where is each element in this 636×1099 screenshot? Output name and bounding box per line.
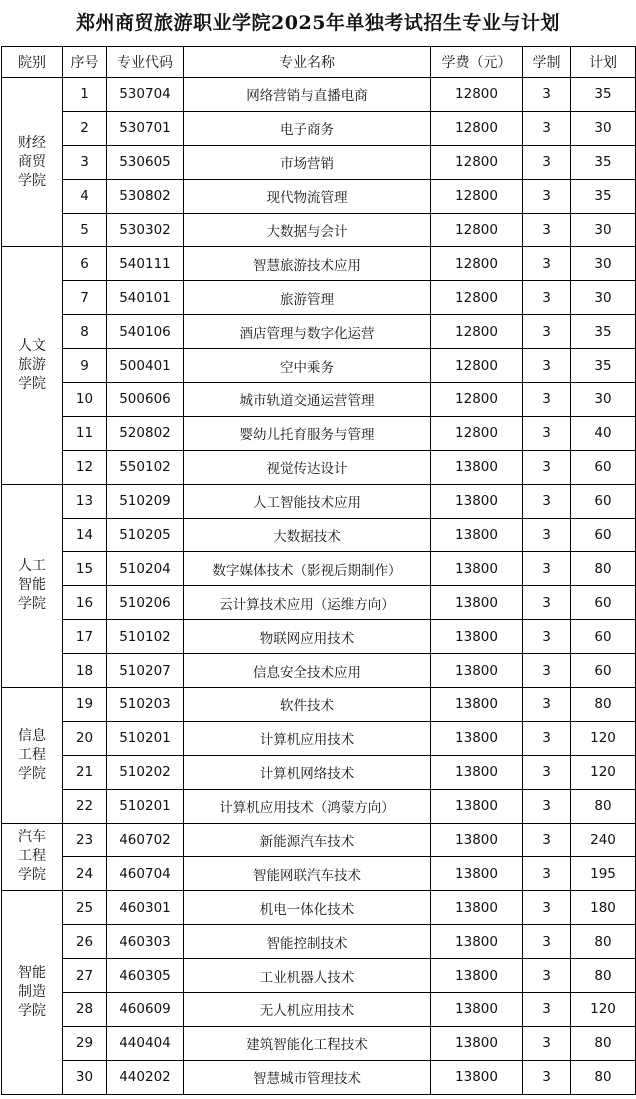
college-name-line: 智能 [18, 577, 46, 594]
header-plan: 计划 [571, 47, 636, 78]
cell-fee: 12800 [431, 315, 523, 349]
table-row [2, 484, 636, 518]
college-name-line: 学院 [18, 867, 46, 884]
table-row [2, 993, 636, 1027]
college-name-line: 工程 [18, 746, 46, 763]
cell-code: 550102 [107, 450, 184, 484]
cell-code: 530802 [107, 179, 184, 213]
cell-name: 无人机应用技术 [184, 993, 431, 1027]
cell-code: 510205 [107, 518, 184, 552]
cell-fee: 13800 [431, 654, 523, 688]
cell-code: 530605 [107, 145, 184, 179]
cell-name: 机电一体化技术 [184, 891, 431, 925]
cell-code: 510204 [107, 552, 184, 586]
cell-plan: 80 [571, 789, 636, 823]
cell-fee: 12800 [431, 383, 523, 417]
cell-fee: 13800 [431, 620, 523, 654]
cell-no: 3 [63, 145, 107, 179]
cell-name: 软件技术 [184, 688, 431, 722]
cell-years: 3 [523, 450, 571, 484]
cell-plan: 80 [571, 688, 636, 722]
cell-fee: 13800 [431, 925, 523, 959]
table-row [2, 925, 636, 959]
table-row [2, 145, 636, 179]
cell-name: 智慧旅游技术应用 [184, 247, 431, 281]
cell-no: 25 [63, 891, 107, 925]
cell-fee: 12800 [431, 349, 523, 383]
cell-name: 智能控制技术 [184, 925, 431, 959]
cell-no: 30 [63, 1060, 107, 1094]
cell-years: 3 [523, 349, 571, 383]
cell-code: 460704 [107, 857, 184, 891]
cell-plan: 30 [571, 383, 636, 417]
cell-no: 15 [63, 552, 107, 586]
cell-plan: 35 [571, 78, 636, 112]
cell-name: 计算机网络技术 [184, 755, 431, 789]
cell-code: 510209 [107, 484, 184, 518]
cell-fee: 13800 [431, 823, 523, 857]
cell-no: 17 [63, 620, 107, 654]
college-cell [2, 688, 63, 824]
table-row [2, 552, 636, 586]
cell-code: 440202 [107, 1060, 184, 1094]
cell-no: 13 [63, 484, 107, 518]
cell-years: 3 [523, 586, 571, 620]
cell-fee: 13800 [431, 993, 523, 1027]
cell-code: 540101 [107, 281, 184, 315]
cell-name: 大数据技术 [184, 518, 431, 552]
cell-plan: 80 [571, 925, 636, 959]
cell-code: 520802 [107, 416, 184, 450]
cell-name: 视觉传达设计 [184, 450, 431, 484]
header-college: 院别 [2, 47, 63, 78]
cell-years: 3 [523, 721, 571, 755]
cell-fee: 12800 [431, 78, 523, 112]
cell-plan: 30 [571, 213, 636, 247]
cell-no: 26 [63, 925, 107, 959]
cell-years: 3 [523, 111, 571, 145]
cell-years: 3 [523, 416, 571, 450]
cell-name: 计算机应用技术（鸿蒙方向） [184, 789, 431, 823]
header-code: 专业代码 [107, 47, 184, 78]
cell-code: 440404 [107, 1026, 184, 1060]
cell-name: 智慧城市管理技术 [184, 1060, 431, 1094]
college-cell [2, 891, 63, 1094]
cell-years: 3 [523, 1060, 571, 1094]
college-name-line: 学院 [18, 765, 46, 782]
cell-no: 9 [63, 349, 107, 383]
cell-name: 数字媒体技术（影视后期制作） [184, 552, 431, 586]
cell-name: 婴幼儿托育服务与管理 [184, 416, 431, 450]
table-row [2, 247, 636, 281]
cell-name: 物联网应用技术 [184, 620, 431, 654]
cell-plan: 80 [571, 552, 636, 586]
cell-years: 3 [523, 213, 571, 247]
cell-name: 计算机应用技术 [184, 721, 431, 755]
table-row [2, 620, 636, 654]
college-name-line: 人工 [18, 558, 46, 575]
table-row [2, 654, 636, 688]
cell-years: 3 [523, 281, 571, 315]
cell-code: 510203 [107, 688, 184, 722]
cell-years: 3 [523, 484, 571, 518]
cell-years: 3 [523, 518, 571, 552]
cell-no: 24 [63, 857, 107, 891]
cell-plan: 120 [571, 755, 636, 789]
cell-name: 工业机器人技术 [184, 959, 431, 993]
header-row [2, 47, 636, 78]
cell-plan: 60 [571, 620, 636, 654]
cell-code: 510102 [107, 620, 184, 654]
cell-plan: 35 [571, 349, 636, 383]
cell-plan: 30 [571, 111, 636, 145]
cell-code: 510202 [107, 755, 184, 789]
cell-code: 500606 [107, 383, 184, 417]
cell-code: 530302 [107, 213, 184, 247]
cell-no: 22 [63, 789, 107, 823]
college-name-line: 汽车 [18, 829, 46, 846]
cell-no: 6 [63, 247, 107, 281]
table-row [2, 1026, 636, 1060]
cell-years: 3 [523, 891, 571, 925]
cell-fee: 13800 [431, 891, 523, 925]
cell-years: 3 [523, 383, 571, 417]
table-body [2, 78, 636, 1095]
table-row [2, 789, 636, 823]
college-name-line: 学院 [18, 596, 46, 613]
college-cell [2, 78, 63, 247]
cell-code: 460301 [107, 891, 184, 925]
cell-name: 城市轨道交通运营管理 [184, 383, 431, 417]
cell-no: 8 [63, 315, 107, 349]
table-row [2, 823, 636, 857]
cell-code: 510207 [107, 654, 184, 688]
cell-years: 3 [523, 620, 571, 654]
college-cell [2, 247, 63, 484]
page-title: 郑州商贸旅游职业学院2025年单独考试招生专业与计划 [76, 12, 560, 34]
table-row [2, 959, 636, 993]
cell-no: 16 [63, 586, 107, 620]
table-row [2, 755, 636, 789]
cell-name: 人工智能技术应用 [184, 484, 431, 518]
cell-plan: 80 [571, 1026, 636, 1060]
table-row [2, 383, 636, 417]
cell-plan: 60 [571, 450, 636, 484]
college-name-line: 信息 [18, 727, 46, 744]
cell-code: 530701 [107, 111, 184, 145]
cell-plan: 120 [571, 993, 636, 1027]
cell-fee: 13800 [431, 721, 523, 755]
cell-plan: 240 [571, 823, 636, 857]
cell-fee: 13800 [431, 755, 523, 789]
college-cell [2, 484, 63, 687]
cell-fee: 12800 [431, 416, 523, 450]
cell-no: 21 [63, 755, 107, 789]
cell-no: 11 [63, 416, 107, 450]
cell-plan: 180 [571, 891, 636, 925]
cell-plan: 120 [571, 721, 636, 755]
cell-code: 460702 [107, 823, 184, 857]
cell-years: 3 [523, 925, 571, 959]
table-row [2, 450, 636, 484]
cell-plan: 80 [571, 959, 636, 993]
cell-fee: 12800 [431, 213, 523, 247]
cell-years: 3 [523, 688, 571, 722]
table-row [2, 213, 636, 247]
cell-plan: 30 [571, 281, 636, 315]
cell-no: 1 [63, 78, 107, 112]
college-name-line: 学院 [18, 172, 46, 189]
cell-name: 空中乘务 [184, 349, 431, 383]
cell-plan: 80 [571, 1060, 636, 1094]
cell-years: 3 [523, 789, 571, 823]
cell-code: 460303 [107, 925, 184, 959]
table-row [2, 78, 636, 112]
cell-fee: 12800 [431, 111, 523, 145]
cell-fee: 13800 [431, 688, 523, 722]
cell-plan: 35 [571, 179, 636, 213]
table-row [2, 416, 636, 450]
cell-name: 信息安全技术应用 [184, 654, 431, 688]
college-name-line: 智能 [18, 965, 46, 982]
cell-years: 3 [523, 755, 571, 789]
cell-name: 智能网联汽车技术 [184, 857, 431, 891]
cell-fee: 12800 [431, 247, 523, 281]
cell-fee: 13800 [431, 857, 523, 891]
table-row [2, 281, 636, 315]
header-no: 序号 [63, 47, 107, 78]
table-row [2, 586, 636, 620]
cell-fee: 12800 [431, 281, 523, 315]
cell-years: 3 [523, 823, 571, 857]
header-name: 专业名称 [184, 47, 431, 78]
cell-no: 20 [63, 721, 107, 755]
header-fee: 学费（元） [431, 47, 523, 78]
cell-years: 3 [523, 179, 571, 213]
table-row [2, 179, 636, 213]
table-row [2, 1060, 636, 1094]
cell-no: 27 [63, 959, 107, 993]
cell-no: 7 [63, 281, 107, 315]
cell-code: 460609 [107, 993, 184, 1027]
cell-plan: 195 [571, 857, 636, 891]
cell-name: 旅游管理 [184, 281, 431, 315]
table-row [2, 891, 636, 925]
cell-no: 23 [63, 823, 107, 857]
cell-years: 3 [523, 247, 571, 281]
table-row [2, 518, 636, 552]
cell-code: 510201 [107, 789, 184, 823]
table-row [2, 721, 636, 755]
admission-table [1, 46, 636, 1095]
college-name-line: 学院 [18, 376, 46, 393]
cell-fee: 13800 [431, 518, 523, 552]
college-name-line: 商贸 [18, 153, 46, 170]
cell-years: 3 [523, 552, 571, 586]
cell-years: 3 [523, 857, 571, 891]
cell-code: 500401 [107, 349, 184, 383]
college-name-line: 旅游 [18, 357, 46, 374]
college-name-line: 工程 [18, 848, 46, 865]
cell-fee: 12800 [431, 179, 523, 213]
cell-fee: 12800 [431, 145, 523, 179]
cell-years: 3 [523, 315, 571, 349]
cell-code: 530704 [107, 78, 184, 112]
cell-fee: 13800 [431, 959, 523, 993]
cell-name: 市场营销 [184, 145, 431, 179]
cell-plan: 60 [571, 586, 636, 620]
cell-no: 19 [63, 688, 107, 722]
cell-name: 现代物流管理 [184, 179, 431, 213]
cell-fee: 13800 [431, 1060, 523, 1094]
cell-code: 510206 [107, 586, 184, 620]
cell-plan: 40 [571, 416, 636, 450]
cell-name: 网络营销与直播电商 [184, 78, 431, 112]
cell-fee: 13800 [431, 789, 523, 823]
cell-name: 云计算技术应用（运维方向） [184, 586, 431, 620]
cell-no: 10 [63, 383, 107, 417]
cell-fee: 13800 [431, 1026, 523, 1060]
cell-code: 460305 [107, 959, 184, 993]
cell-plan: 35 [571, 315, 636, 349]
cell-plan: 60 [571, 484, 636, 518]
cell-code: 540106 [107, 315, 184, 349]
cell-code: 540111 [107, 247, 184, 281]
cell-no: 28 [63, 993, 107, 1027]
cell-no: 18 [63, 654, 107, 688]
cell-no: 12 [63, 450, 107, 484]
cell-fee: 13800 [431, 450, 523, 484]
cell-no: 4 [63, 179, 107, 213]
table-row [2, 315, 636, 349]
cell-no: 29 [63, 1026, 107, 1060]
header-years: 学制 [523, 47, 571, 78]
cell-name: 新能源汽车技术 [184, 823, 431, 857]
college-name-line: 学院 [18, 1003, 46, 1020]
college-name-line: 财经 [18, 134, 46, 151]
cell-years: 3 [523, 78, 571, 112]
college-name-line: 制造 [18, 984, 46, 1001]
cell-years: 3 [523, 959, 571, 993]
college-cell [2, 823, 63, 891]
cell-no: 14 [63, 518, 107, 552]
cell-years: 3 [523, 1026, 571, 1060]
cell-name: 酒店管理与数字化运营 [184, 315, 431, 349]
cell-name: 电子商务 [184, 111, 431, 145]
college-name-line: 人文 [18, 338, 46, 355]
cell-plan: 30 [571, 247, 636, 281]
table-row [2, 349, 636, 383]
cell-name: 建筑智能化工程技术 [184, 1026, 431, 1060]
cell-plan: 60 [571, 654, 636, 688]
cell-plan: 35 [571, 145, 636, 179]
table-row [2, 857, 636, 891]
table-row [2, 111, 636, 145]
cell-fee: 13800 [431, 552, 523, 586]
cell-no: 5 [63, 213, 107, 247]
cell-years: 3 [523, 145, 571, 179]
cell-fee: 13800 [431, 586, 523, 620]
cell-no: 2 [63, 111, 107, 145]
cell-code: 510201 [107, 721, 184, 755]
cell-name: 大数据与会计 [184, 213, 431, 247]
cell-years: 3 [523, 654, 571, 688]
table-row [2, 688, 636, 722]
cell-plan: 60 [571, 518, 636, 552]
cell-years: 3 [523, 993, 571, 1027]
cell-fee: 13800 [431, 484, 523, 518]
